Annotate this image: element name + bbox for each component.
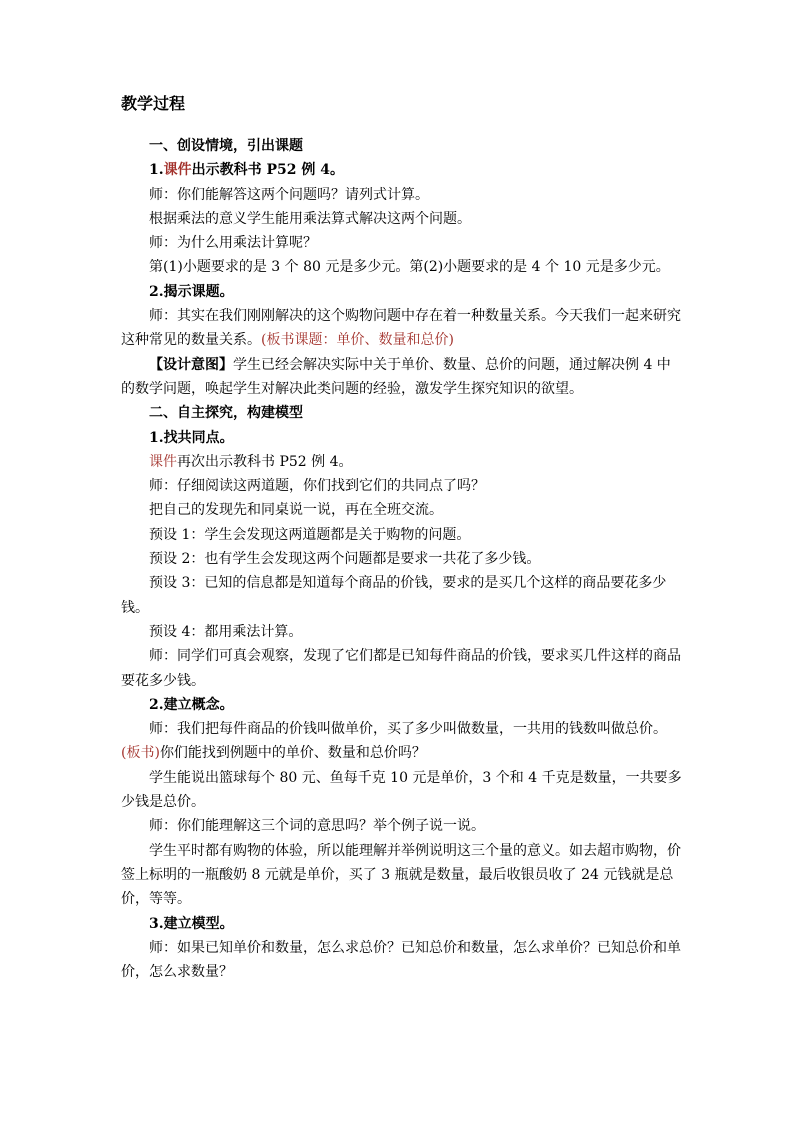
paragraph: 师：同学们可真会观察，发现了它们都是已知每件商品的价钱，要求买几件这样的商品要花多少钱。 <box>121 648 681 689</box>
paragraph: 根据乘法的意义学生能用乘法算式解决这两个问题。 <box>149 210 471 227</box>
paragraph: 预设 1：学生会发现这两道题都是关于购物的问题。 <box>149 526 471 543</box>
section-heading-1: 一、创设情境，引出课题 <box>149 138 303 154</box>
step-1-2: 2.揭示课题。 <box>149 283 234 300</box>
paragraph <box>121 304 683 353</box>
paragraph <box>121 450 683 474</box>
paragraph <box>121 717 683 766</box>
step-1-1 <box>121 158 683 182</box>
paragraph: 预设 4：都用乘法计算。 <box>149 623 303 640</box>
design-intent <box>121 353 683 402</box>
design-intent-text: 学生已经会解决实际中关于单价、数量、总价的问题，通过解决例 4 中的数学问题，唤起学生对解决此类问题的经验，激发学生探究知识的欲望。 <box>121 356 671 397</box>
paragraph: 预设 2：也有学生会发现这两个问题都是要求一共花了多少钱。 <box>149 551 541 568</box>
step-number: 1. <box>149 162 164 179</box>
paragraph-text: 再次出示教科书 P52 例 4。 <box>177 453 353 470</box>
step-2-1: 1.找共同点。 <box>149 429 234 446</box>
paragraph-text: 师：其实在我们刚刚解决的这个购物问题中存在着一种数量关系。今天我们一起来研究这种常见的数量关系。 <box>121 308 681 349</box>
courseware-label: 课件 <box>163 162 192 179</box>
paragraph: 师：你们能理解这三个词的意思吗？举个例子说一说。 <box>149 818 485 835</box>
document-page <box>121 92 683 984</box>
step-2-3: 3.建立模型。 <box>149 915 234 932</box>
design-intent-label: 【设计意图】 <box>149 356 233 373</box>
step-text: 出示教科书 P52 例 4。 <box>191 162 344 179</box>
board-note: (板书课题：单价、数量和总价) <box>261 332 454 349</box>
paragraph-text: 师：我们把每件商品的价钱叫做单价，买了多少叫做数量，一共用的钱数叫做总价。 <box>149 721 667 738</box>
step-2-2: 2.建立概念。 <box>149 696 234 713</box>
paragraph: 学生能说出篮球每个 80 元、鱼每千克 10 元是单价，3 个和 4 千克是数量，一共要多少钱是总价。 <box>121 769 682 811</box>
paragraph: 把自己的发现先和同桌说一说，再在全班交流。 <box>149 502 443 519</box>
paragraph: 师：如果已知单价和数量，怎么求总价？已知总价和数量，怎么求单价？已知总价和单价，怎么求数量？ <box>121 939 681 981</box>
paragraph-text: 你们能找到例题中的单价、数量和总价吗？ <box>159 745 426 762</box>
paragraph: 师：为什么用乘法计算呢？ <box>149 235 317 252</box>
section-heading-2: 二、自主探究，构建模型 <box>149 405 303 422</box>
paragraph: 预设 3：已知的信息都是知道每个商品的价钱，要求的是买几个这样的商品要花多少钱。 <box>121 575 667 616</box>
page-title: 教学过程 <box>121 94 186 113</box>
paragraph: 第(1)小题要求的是 3 个 80 元是多少元。第(2)小题要求的是 4 个 10 元是多少元。 <box>149 259 670 276</box>
paragraph: 学生平时都有购物的体验，所以能理解并举例说明这三个量的意义。如去超市购物，价签上标明的一瓶酸奶 8 元就是单价，买了 3 瓶就是数量，最后收银员收了 24 元钱就是总价，等等。 <box>121 842 681 908</box>
paragraph: 师：你们能解答这两个问题吗？请列式计算。 <box>149 186 429 203</box>
courseware-label: 课件 <box>149 453 177 470</box>
board-note: (板书) <box>121 745 160 762</box>
paragraph: 师：仔细阅读这两道题，你们找到它们的共同点了吗？ <box>149 478 485 495</box>
